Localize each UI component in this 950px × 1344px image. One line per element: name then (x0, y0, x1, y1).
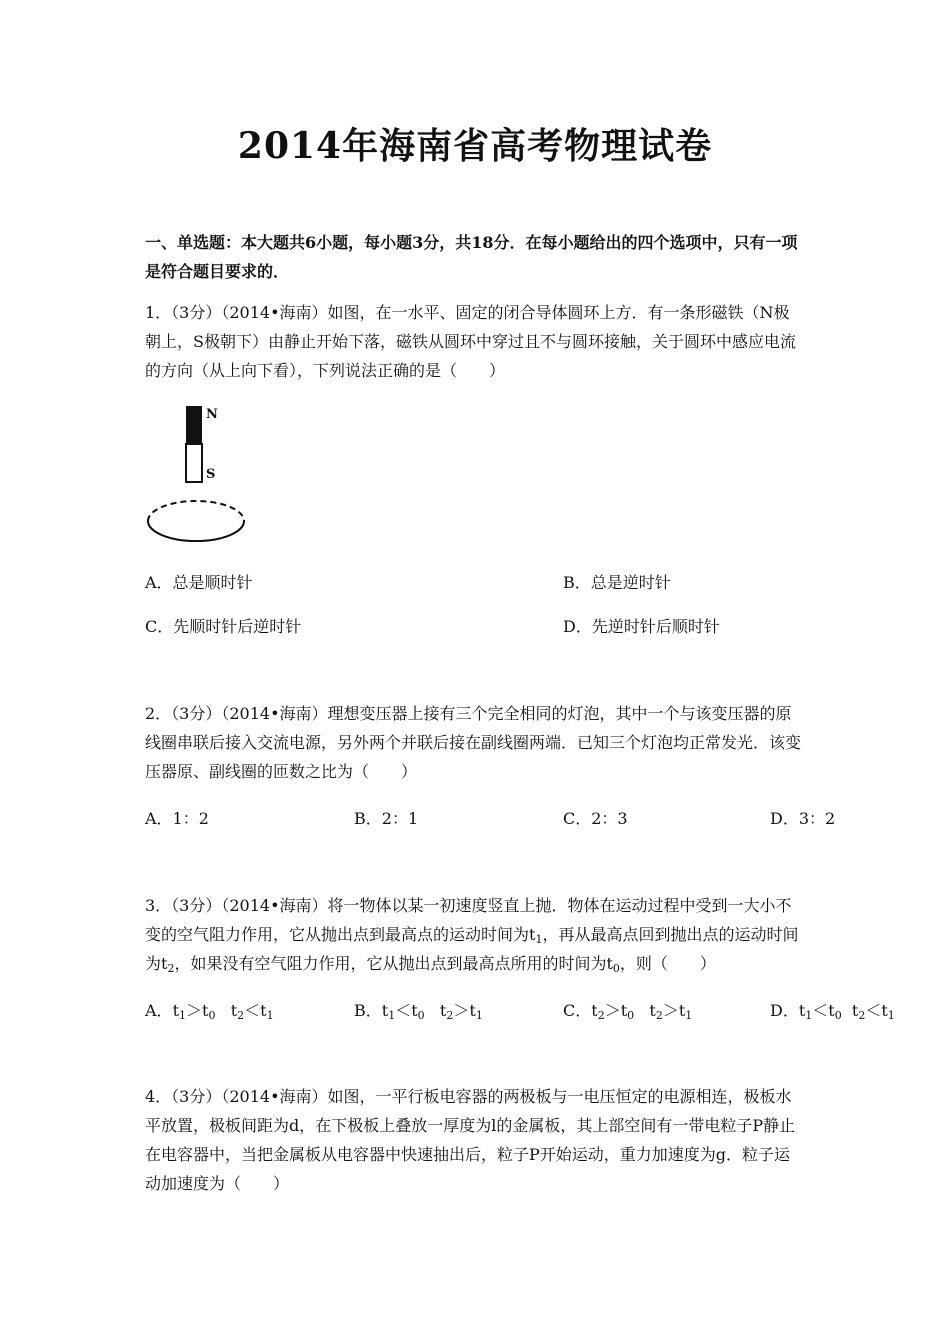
q3-option-a: A．$t_1>t_0$ $t_2<t_1$ (145, 1001, 274, 1022)
q3-option-b: B．$t_1<t_0$ $t_2>t_1$ (354, 1001, 483, 1022)
question-2-text: 2．（3分）（2014•海南）理想变压器上接有三个完全相同的灯泡，其中一个与该变压器的原线圈串联后接入交流电源，另外两个并联后接在副线圈两端．已知三个灯泡均正常发光．该变压器原、副线圈的匝数之比为（ ） (145, 704, 802, 781)
q1-option-a: A．总是顺时针 (145, 573, 253, 592)
q1-option-b: B．总是逆时针 (563, 573, 671, 592)
q3-option-d: D．$t_1<t_0$ $t_2<t_1$ (770, 1001, 895, 1022)
magnet-ring-diagram (140, 400, 260, 550)
question-3-text: 3．（3分）（2014•海南）将一物体以某一初速度竖直上抛．物体在运动过程中受到一大小不变的空气阻力作用，它从抛出点到最高点的运动时间为$t_1$，再从最高点回到抛出点的运动时间为$t_2$，如果没有空气阻力作用，它从抛出点到最高点所用的时间为$t_0$，则（ ） (145, 896, 799, 975)
q3-option-c: C．$t_2>t_0$ $t_2>t_1$ (563, 1001, 693, 1022)
south-pole-label: S (206, 467, 216, 482)
ring-front-solid (148, 521, 244, 541)
q2-option-b: B．2：1 (354, 809, 419, 828)
magnet-north-half (186, 406, 202, 444)
north-pole-label: N (206, 407, 218, 422)
question-4-text: 4．（3分）（2014•海南）如图，一平行板电容器的两极板与一电压恒定的电源相连，极板水平放置，极板间距为d，在下极板上叠放一厚度为l的金属板，其上部空间有一带电粒子P静止在电容器中，当把金属板从电容器中快速抽出后，粒子P开始运动，重力加速度为g．粒子运动加速度为（ ） (145, 1087, 796, 1193)
q2-option-c: C．2：3 (563, 809, 628, 828)
question-1-text: 1．（3分）（2014•海南）如图，在一水平、固定的闭合导体圆环上方．有一条形磁铁（N极朝上，S极朝下）由静止开始下落，磁铁从圆环中穿过且不与圆环接触，关于圆环中感应电流的方向（从上向下看），下列说法正确的是（ ） (145, 303, 796, 380)
magnet-south-half (186, 444, 202, 482)
ring-back-dashed (148, 501, 244, 521)
q2-option-a: A．1：2 (145, 809, 209, 828)
question-1-figure (140, 400, 260, 554)
q1-option-c: C．先顺时针后逆时针 (145, 617, 302, 636)
q2-option-d: D．3：2 (770, 809, 836, 828)
q1-option-d: D．先逆时针后顺时针 (563, 617, 720, 636)
page-title: 2014年海南省高考物理试卷 (237, 125, 713, 167)
section-heading: 一、单选题：本大题共6小题，每小题3分，共18分．在每小题给出的四个选项中，只有一项是符合题目要求的． (145, 233, 798, 281)
